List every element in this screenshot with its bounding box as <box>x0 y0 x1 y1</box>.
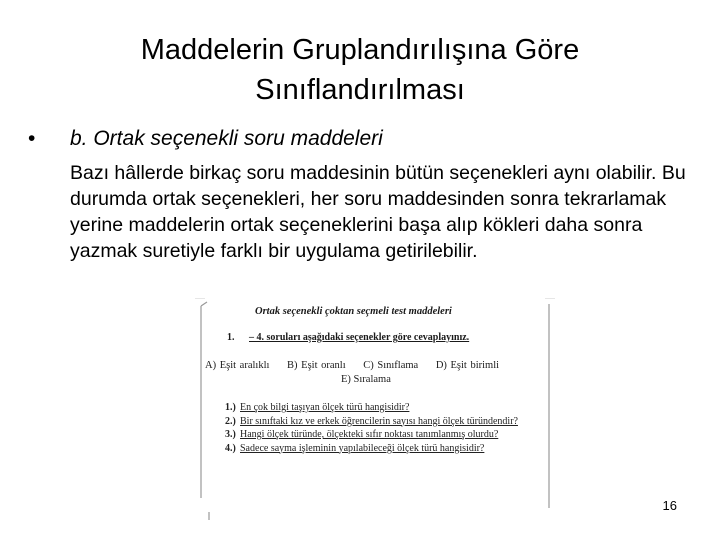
slide-title <box>60 30 660 110</box>
option-d: D) Eşit birimli <box>435 360 500 371</box>
bullet-heading <box>28 127 383 151</box>
option-b: B) Eşit oranlı <box>287 360 346 371</box>
body-paragraph: Bazı hâllerde birkaç soru maddesinin bütün seçenekleri aynı olabilir. Bu durumda ortak seçenekleri, her soru maddesinden sonra tekrarlamak yerine maddelerin ortak seçeneklerini başa alıp kökleri daha sonra yazmak suretiyle farklı bir uygulama getirilebilir. <box>70 162 686 262</box>
item-number: 1.) <box>225 402 236 413</box>
list-item <box>225 416 525 429</box>
item-text: Sadece sayma işleminin yapılabileceği ölçek türü hangisidir? <box>240 442 485 454</box>
shared-options <box>205 360 525 371</box>
bullet-text: b. Ortak seçenekli soru maddeleri <box>70 127 383 150</box>
question-list <box>225 402 525 456</box>
item-text: Bir sınıftaki kız ve erkek öğrencilerin sayısı hangi ölçek türündendir? <box>240 415 518 427</box>
slide-title-line2: Sınıflandırılması <box>255 74 465 106</box>
item-number: 3.) <box>225 429 236 440</box>
option-c: C) Sınıflama <box>363 360 419 371</box>
question-stem <box>227 332 469 343</box>
option-a: A) Eşit aralıklı <box>205 360 270 371</box>
item-number: 2.) <box>225 415 236 427</box>
bullet-icon: • <box>28 127 36 150</box>
slide-title-line1: Maddelerin Gruplandırılışına Göre <box>140 34 580 66</box>
item-number: 4.) <box>225 442 236 454</box>
list-item <box>225 443 525 456</box>
option-e: E) Sıralama <box>341 374 391 385</box>
figure-heading: Ortak seçenekli çoktan seçmeli test maddeleri <box>255 306 452 317</box>
item-text: En çok bilgi taşıyan ölçek türü hangisidir? <box>240 402 410 413</box>
question-number: 1. <box>227 332 235 343</box>
page-number: 16 <box>662 498 677 513</box>
scanned-figure <box>195 298 555 520</box>
question-stem-text: – 4. soruları aşağıdaki seçenekler göre cevaplayınız. <box>249 332 470 343</box>
item-text: Hangi ölçek türünde, ölçekteki sıfır noktası tanımlanmış olurdu? <box>240 429 499 440</box>
list-item <box>225 429 525 442</box>
list-item <box>225 402 525 415</box>
